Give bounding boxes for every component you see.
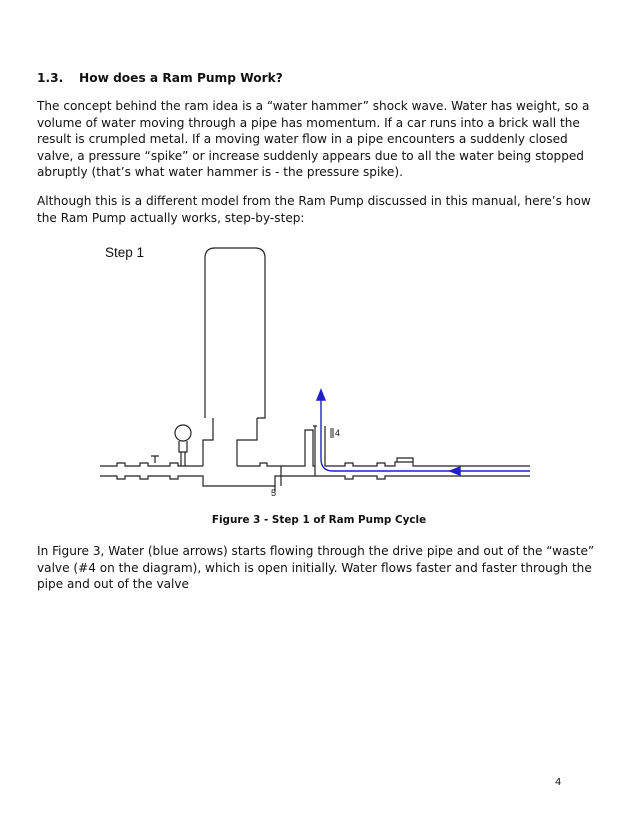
flow-arrow-up-head (317, 390, 325, 400)
ram-pump-diagram (95, 240, 535, 505)
figure-caption: Figure 3 - Step 1 of Ram Pump Cycle (211, 514, 427, 526)
page-number: 4 (555, 777, 562, 788)
inlet-valve (151, 456, 159, 463)
chamber-neck (203, 418, 257, 466)
flow-arrow-left-head (450, 467, 460, 475)
label-5: 5 (271, 488, 277, 498)
flow-arrow-outflow (321, 398, 530, 471)
paragraph-intro-steps: Although this is a different model from the Ram Pump discussed in this manual, here’s how the Ram Pump actually works, step-by-step: (37, 194, 591, 225)
paragraph-figure-description: In Figure 3, Water (blue arrows) starts flowing through the drive pipe and out of the “waste” valve (#4 on the diagram), which is open initially. Water flows faster and faster through the pipe and out of the valve (37, 544, 595, 591)
section-heading (37, 71, 283, 85)
pressure-gauge (175, 425, 191, 441)
pump-body (237, 430, 315, 466)
section-number: 1.3. (37, 71, 64, 85)
air-chamber (205, 248, 265, 418)
paragraph-water-hammer: The concept behind the ram idea is a “water hammer” shock wave. Water has weight, so a volume of water moving through a pipe has momentum. If a car runs into a brick wall the result is crumpled metal. If a moving water flow in a pipe encounters a suddenly closed valve, a pressure “spike” or increase suddenly appears due to all the water being stopped abruptly (that’s what water hammer is - the pressure spike). (37, 99, 590, 179)
step-label: Step 1 (105, 245, 145, 260)
label-waste-valve-4: 4 (335, 428, 341, 438)
section-title: How does a Ram Pump Work? (79, 71, 283, 85)
